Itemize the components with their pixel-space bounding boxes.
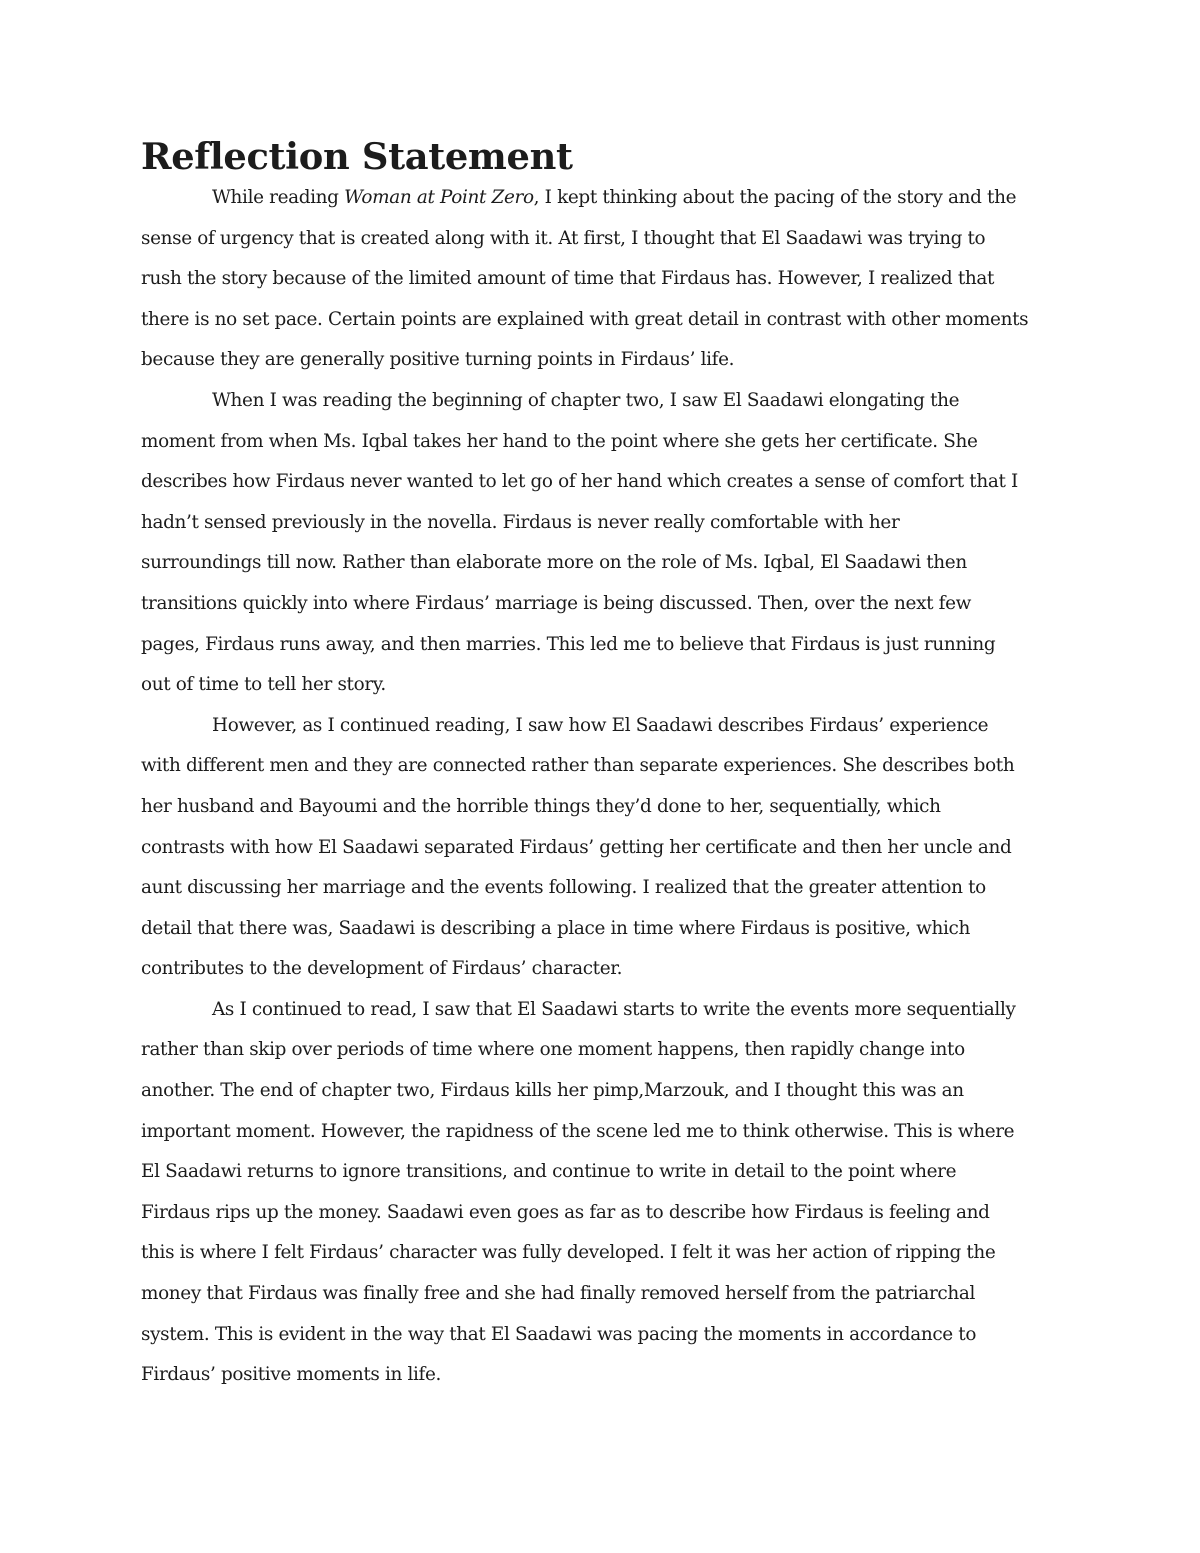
paragraph-line: Firdaus rips up the money. Saadawi even goes as far as to describe how Firdaus is feeling and (141, 1201, 990, 1223)
paragraph-line: system. This is evident in the way that El Saadawi was pacing the moments in accordance to (141, 1323, 977, 1345)
paragraph-line: there is no set pace. Certain points are explained with great detail in contrast with other moments (141, 308, 1029, 330)
paragraph-line: transitions quickly into where Firdaus’ marriage is being discussed. Then, over the next few (141, 592, 972, 614)
body-paragraph-3 (141, 706, 1055, 990)
body-paragraph-1 (141, 178, 1055, 381)
book-title-italic: Woman at Point Zero (344, 187, 534, 208)
paragraph-line: contrasts with how El Saadawi separated Firdaus’ getting her certificate and then her uncle and (141, 836, 1012, 858)
paragraph-line: El Saadawi returns to ignore transitions, and continue to write in detail to the point where (141, 1161, 957, 1183)
paragraph-line: pages, Firdaus runs away, and then marries. This led me to believe that Firdaus is just running (141, 633, 996, 655)
paragraph-line: When I was reading the beginning of chapter two, I saw El Saadawi elongating the (212, 389, 960, 411)
paragraph-line: important moment. However, the rapidness of the scene led me to think otherwise. This is where (141, 1120, 1015, 1142)
document-body (141, 134, 1055, 1396)
document-title: Reflection Statement (141, 134, 573, 178)
paragraph-line: contributes to the development of Firdaus’ character. (141, 958, 623, 980)
body-paragraph-4 (141, 990, 1055, 1396)
paragraph-line: moment from when Ms. Iqbal takes her hand to the point where she gets her certificate. She (141, 430, 978, 452)
paragraph-line: because they are generally positive turning points in Firdaus’ life. (141, 349, 735, 371)
paragraph-line: rather than skip over periods of time where one moment happens, then rapidly change into (141, 1039, 965, 1061)
line-text: , I kept thinking about the pacing of the story and the (533, 187, 1017, 208)
paragraph-line: out of time to tell her story. (141, 674, 386, 696)
paragraph-line: this is where I felt Firdaus’ character was fully developed. I felt it was her action of ripping the (141, 1242, 996, 1264)
paragraph-line: sense of urgency that is created along with it. At first, I thought that El Saadawi was trying to (141, 227, 986, 249)
paragraph-line: another. The end of chapter two, Firdaus kills her pimp,Marzouk, and I thought this was an (141, 1080, 964, 1102)
paragraph-line: her husband and Bayoumi and the horrible things they’d done to her, sequentially, which (141, 795, 941, 817)
paragraph-line: surroundings till now. Rather than elaborate more on the role of Ms. Iqbal, El Saadawi then (141, 552, 967, 574)
paragraph-line: hadn’t sensed previously in the novella. Firdaus is never really comfortable with her (141, 511, 900, 533)
paragraph-line: describes how Firdaus never wanted to let go of her hand which creates a sense of comfort that I (141, 471, 1018, 493)
body-paragraph-2 (141, 381, 1055, 706)
paragraph-line (141, 178, 1055, 219)
paragraph-line: detail that there was, Saadawi is describing a place in time where Firdaus is positive, which (141, 917, 971, 939)
paragraph-line: rush the story because of the limited amount of time that Firdaus has. However, I realized that (141, 268, 995, 290)
paragraph-line: Firdaus’ positive moments in life. (141, 1364, 442, 1386)
line-text: While reading (212, 187, 345, 208)
paragraph-line: money that Firdaus was finally free and she had finally removed herself from the patriarchal (141, 1283, 975, 1305)
paragraph-line: with different men and they are connected rather than separate experiences. She describes both (141, 755, 1015, 777)
paragraph-line: aunt discussing her marriage and the events following. I realized that the greater attention to (141, 877, 986, 899)
paragraph-line: As I continued to read, I saw that El Saadawi starts to write the events more sequentially (212, 998, 1016, 1020)
paragraph-line: However, as I continued reading, I saw how El Saadawi describes Firdaus’ experience (212, 714, 989, 736)
